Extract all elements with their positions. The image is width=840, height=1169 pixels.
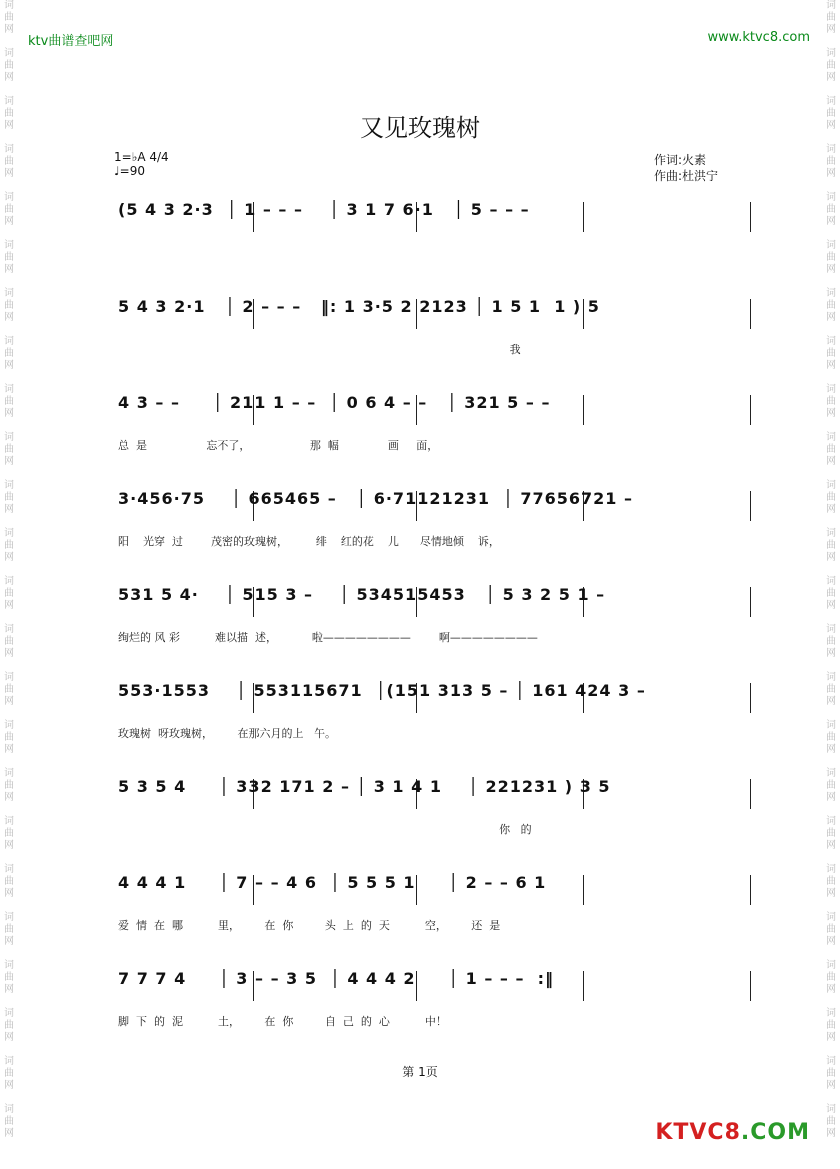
score-row-1 — [108, 200, 758, 240]
logo-tail: .COM — [740, 1120, 810, 1145]
lyrics: 脚 下 的 泥 土， 在 你 自 己 的 心 中！ — [118, 1015, 447, 1028]
notes: 5 4 3 2·1 │ 2 – – – ‖: 1 3·5 2 2123 │ 1 5 1 1 ) 5 — [118, 297, 600, 316]
logo-main: KTVC8 — [655, 1120, 741, 1145]
notes: 553·1553 │ 553115671 │(151 313 5 – │ 161 424 3 – — [118, 681, 646, 700]
site-name[interactable]: ktv曲谱查吧网 — [28, 34, 114, 49]
notes: 7 7 7 4 │ 3 – – 3 5 │ 4 4 4 2 │ 1 – – – :‖ — [118, 969, 554, 988]
score-row-5 — [108, 585, 758, 645]
notes: (5 4 3 2·3 │ 1 – – – │ 3 1 7 6·1 │ 5 – – – — [118, 200, 530, 219]
score-row-2 — [108, 297, 758, 357]
credits — [654, 152, 718, 184]
watermark-left: 词曲网 词曲网 词曲网 词曲网 词曲网 词曲网 词曲网 词曲网 词曲网 词曲网 词曲网 词曲网 词曲网 词曲网 词曲网 词曲网 词曲网 词曲网 词曲网 词曲网 词曲网 词曲网 词曲网 词曲网 — [4, 0, 14, 1139]
notes: 4 3 – – │ 211 1 – – │ 0 6 4 – – │ 321 5 – – — [118, 393, 551, 412]
song-title: 又见玫瑰树 — [360, 114, 480, 142]
notes: 4 4 4 1 │ 7 – – 4 6 │ 5 5 5 1 │ 2 – – 6 1 — [118, 873, 547, 892]
score-row-4 — [108, 489, 758, 549]
tempo-text: ♩=90 — [114, 164, 145, 178]
notes: 531 5 4· │ 515 3 – │ 534515453 │ 5 3 2 5 1 – — [118, 585, 606, 604]
lyrics: 我 — [118, 343, 521, 356]
composer: 作曲:杜洪宁 — [654, 169, 719, 183]
lyrics: 绚烂的 风 彩 难以描 述， 啦———————— 啊———————— — [118, 631, 538, 644]
lyrics: 你 的 — [118, 823, 532, 836]
lyrics: 爱 情 在 哪 里， 在 你 头 上 的 天 空， 还 是 — [118, 919, 501, 932]
site-url[interactable]: www.ktvc8.com — [707, 30, 810, 45]
score-row-6 — [108, 681, 758, 741]
score-row-7 — [108, 777, 758, 837]
page-number: 第 1页 — [402, 1065, 438, 1079]
score-row-3 — [108, 393, 758, 453]
key-signature — [114, 150, 169, 178]
watermark-right: 词曲网 词曲网 词曲网 词曲网 词曲网 词曲网 词曲网 词曲网 词曲网 词曲网 词曲网 词曲网 词曲网 词曲网 词曲网 词曲网 词曲网 词曲网 词曲网 词曲网 词曲网 词曲网 词曲网 词曲网 — [826, 0, 836, 1139]
notes: 5 3 5 4 │ 332 171 2 – │ 3 1 4 1 │ 221231 ) 3 5 — [118, 777, 611, 796]
score-row-9 — [108, 969, 758, 1029]
lyricist: 作词:火素 — [654, 153, 707, 167]
site-logo — [655, 1120, 810, 1145]
lyrics: 总 是 忘不了， 那 幅 画 面， — [118, 439, 439, 452]
key-text: 1=♭A 4/4 — [114, 150, 169, 164]
lyrics: 玫瑰树 呀玫瑰树， 在那六月的上 午。 — [118, 727, 336, 740]
notes: 3·456·75 │ 665465 – │ 6·71121231 │ 77656721 – — [118, 489, 633, 508]
score-row-8 — [108, 873, 758, 933]
lyrics: 阳 光穿 过 茂密的玫瑰树， 绯 红的花 儿 尽情地倾 诉， — [118, 535, 500, 548]
